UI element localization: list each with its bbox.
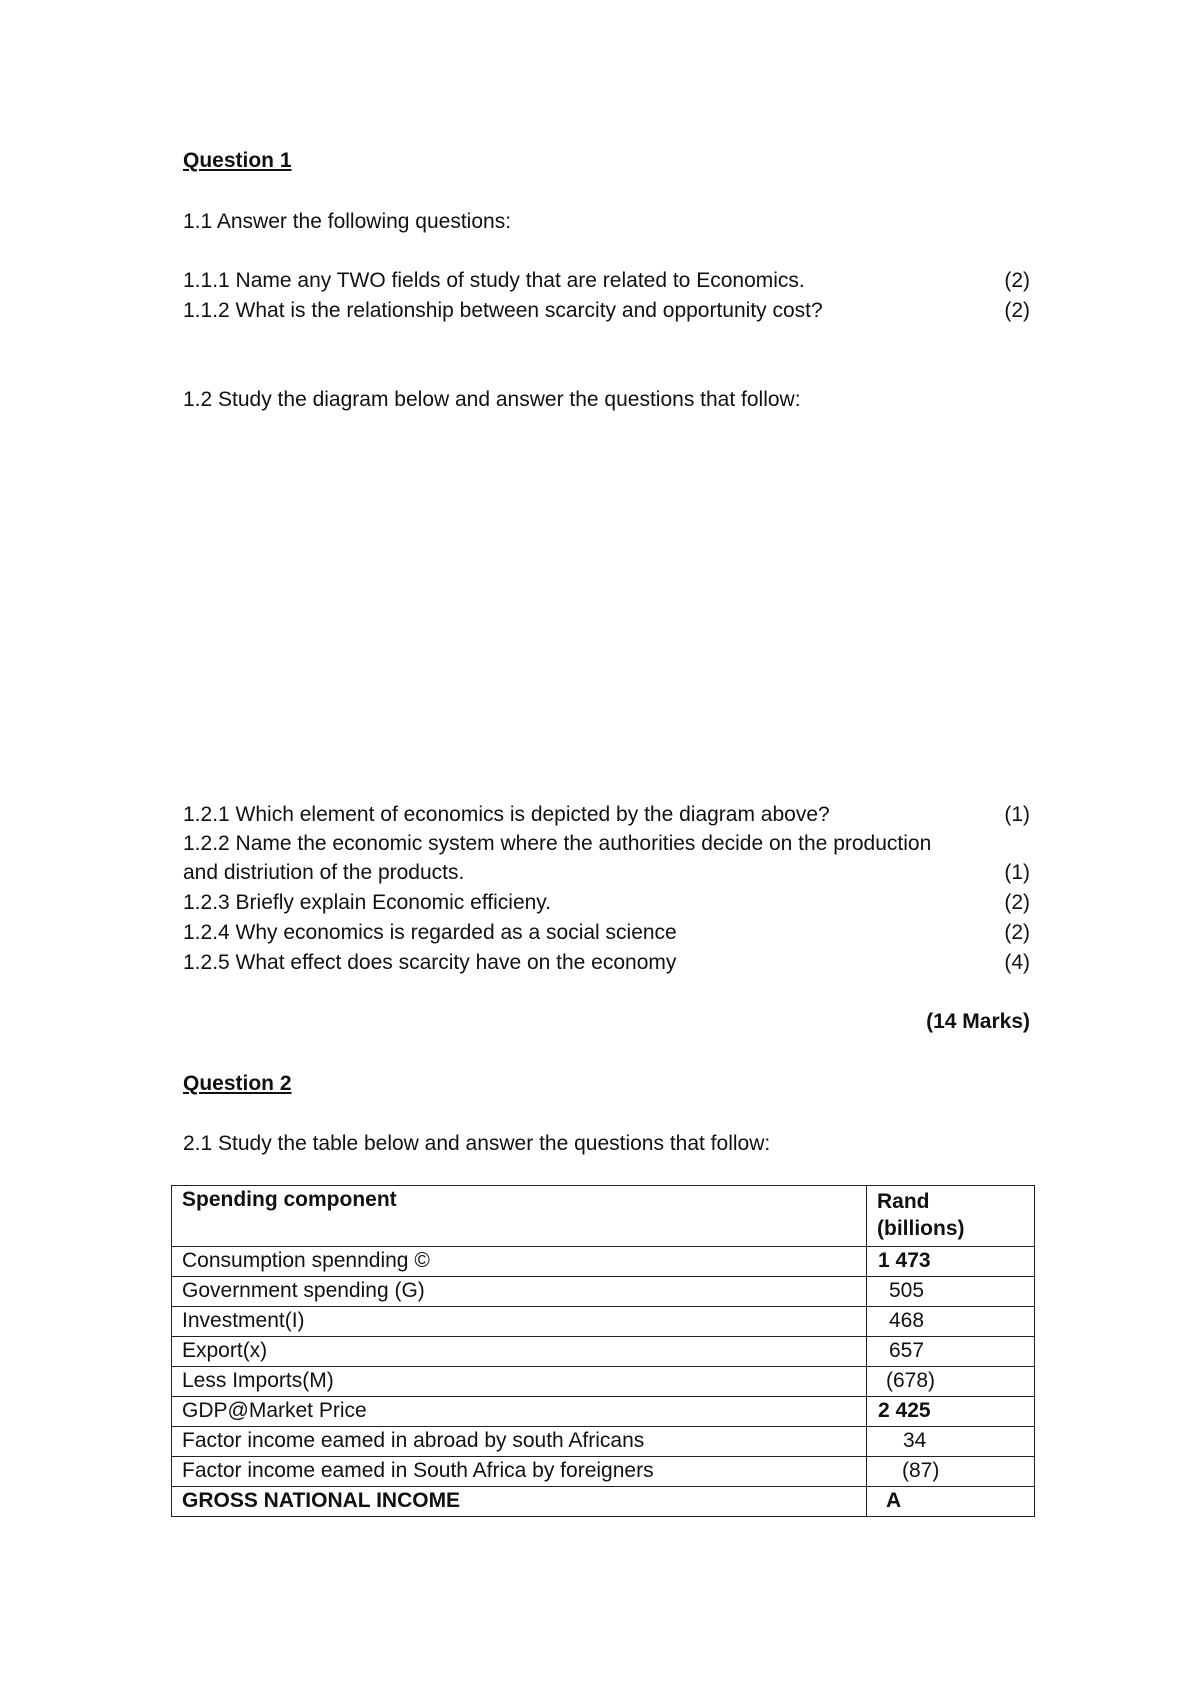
row-value (867, 1427, 1035, 1457)
row-value-text: 657 (889, 1339, 925, 1362)
table-row (172, 1337, 1035, 1367)
row-label: Investment(I) (172, 1307, 867, 1337)
row-label: Factor income eamed in abroad by south Africans (172, 1427, 867, 1457)
question-1-2-1-marks: (1) (1004, 803, 1030, 826)
row-value (867, 1337, 1035, 1367)
row-value-text: 468 (889, 1309, 925, 1332)
row-value (867, 1307, 1035, 1337)
table-row (172, 1487, 1035, 1517)
row-value (867, 1277, 1035, 1307)
question-1-1-2: 1.1.2 What is the relationship between scarcity and opportunity cost? (183, 299, 823, 322)
question-1-2-1: 1.2.1 Which element of economics is depicted by the diagram above? (183, 803, 830, 826)
question-1-1-1-marks: (2) (1004, 269, 1030, 292)
table-row (172, 1397, 1035, 1427)
table-header-row (172, 1186, 1035, 1247)
question-1-2-4-marks: (2) (1004, 921, 1030, 944)
question-2-1-intro: 2.1 Study the table below and answer the questions that follow: (183, 1132, 771, 1155)
table-row (172, 1457, 1035, 1487)
table-row (172, 1277, 1035, 1307)
table-row (172, 1247, 1035, 1277)
question-1-1-1: 1.1.1 Name any TWO fields of study that are related to Economics. (183, 269, 805, 292)
question-1-2-2-cont: and distriution of the products. (183, 861, 465, 884)
row-label: Government spending (G) (172, 1277, 867, 1307)
row-value-text: (678) (886, 1369, 936, 1392)
header-billions: (billions) (877, 1217, 965, 1240)
row-label: Factor income eamed in South Africa by foreigners (172, 1457, 867, 1487)
row-value (867, 1457, 1035, 1487)
row-value (867, 1247, 1035, 1277)
question-2-heading: Question 2 (183, 1072, 292, 1095)
question-1-1-intro: 1.1 Answer the following questions: (183, 210, 512, 233)
header-spending-component: Spending component (172, 1186, 867, 1247)
question-1-2-4: 1.2.4 Why economics is regarded as a social science (183, 921, 677, 944)
question-1-2-2: 1.2.2 Name the economic system where the authorities decide on the production (183, 832, 932, 855)
diagram-area (183, 430, 1033, 790)
row-label: Less Imports(M) (172, 1367, 867, 1397)
row-value-text: 1 473 (878, 1249, 931, 1272)
row-label: GROSS NATIONAL INCOME (172, 1487, 867, 1517)
question-1-2-3-marks: (2) (1004, 891, 1030, 914)
row-value (867, 1487, 1035, 1517)
row-value-text: 505 (889, 1279, 925, 1302)
question-1-1-2-marks: (2) (1004, 299, 1030, 322)
header-rand: Rand (877, 1190, 930, 1213)
question-1-2-3: 1.2.3 Briefly explain Economic efficieny. (183, 891, 552, 914)
row-value-text: 2 425 (878, 1399, 931, 1422)
row-label: Consumption spennding © (172, 1247, 867, 1277)
table-row (172, 1427, 1035, 1457)
question-1-2-5: 1.2.5 What effect does scarcity have on the economy (183, 951, 677, 974)
table-row (172, 1307, 1035, 1337)
row-value-text: 34 (903, 1429, 927, 1452)
question-1-heading: Question 1 (183, 149, 292, 172)
row-value (867, 1367, 1035, 1397)
question-1-2-2-marks: (1) (1004, 861, 1030, 884)
row-value-text: A (886, 1489, 902, 1512)
row-value (867, 1397, 1035, 1427)
row-value-text: (87) (902, 1459, 940, 1482)
row-label: GDP@Market Price (172, 1397, 867, 1427)
header-rand-billions (867, 1186, 1035, 1247)
question-1-2-5-marks: (4) (1004, 951, 1030, 974)
spending-table (171, 1185, 1035, 1517)
table-row (172, 1367, 1035, 1397)
question-1-total-marks: (14 Marks) (926, 1010, 1030, 1033)
row-label: Export(x) (172, 1337, 867, 1367)
question-1-2-intro: 1.2 Study the diagram below and answer the questions that follow: (183, 388, 801, 411)
